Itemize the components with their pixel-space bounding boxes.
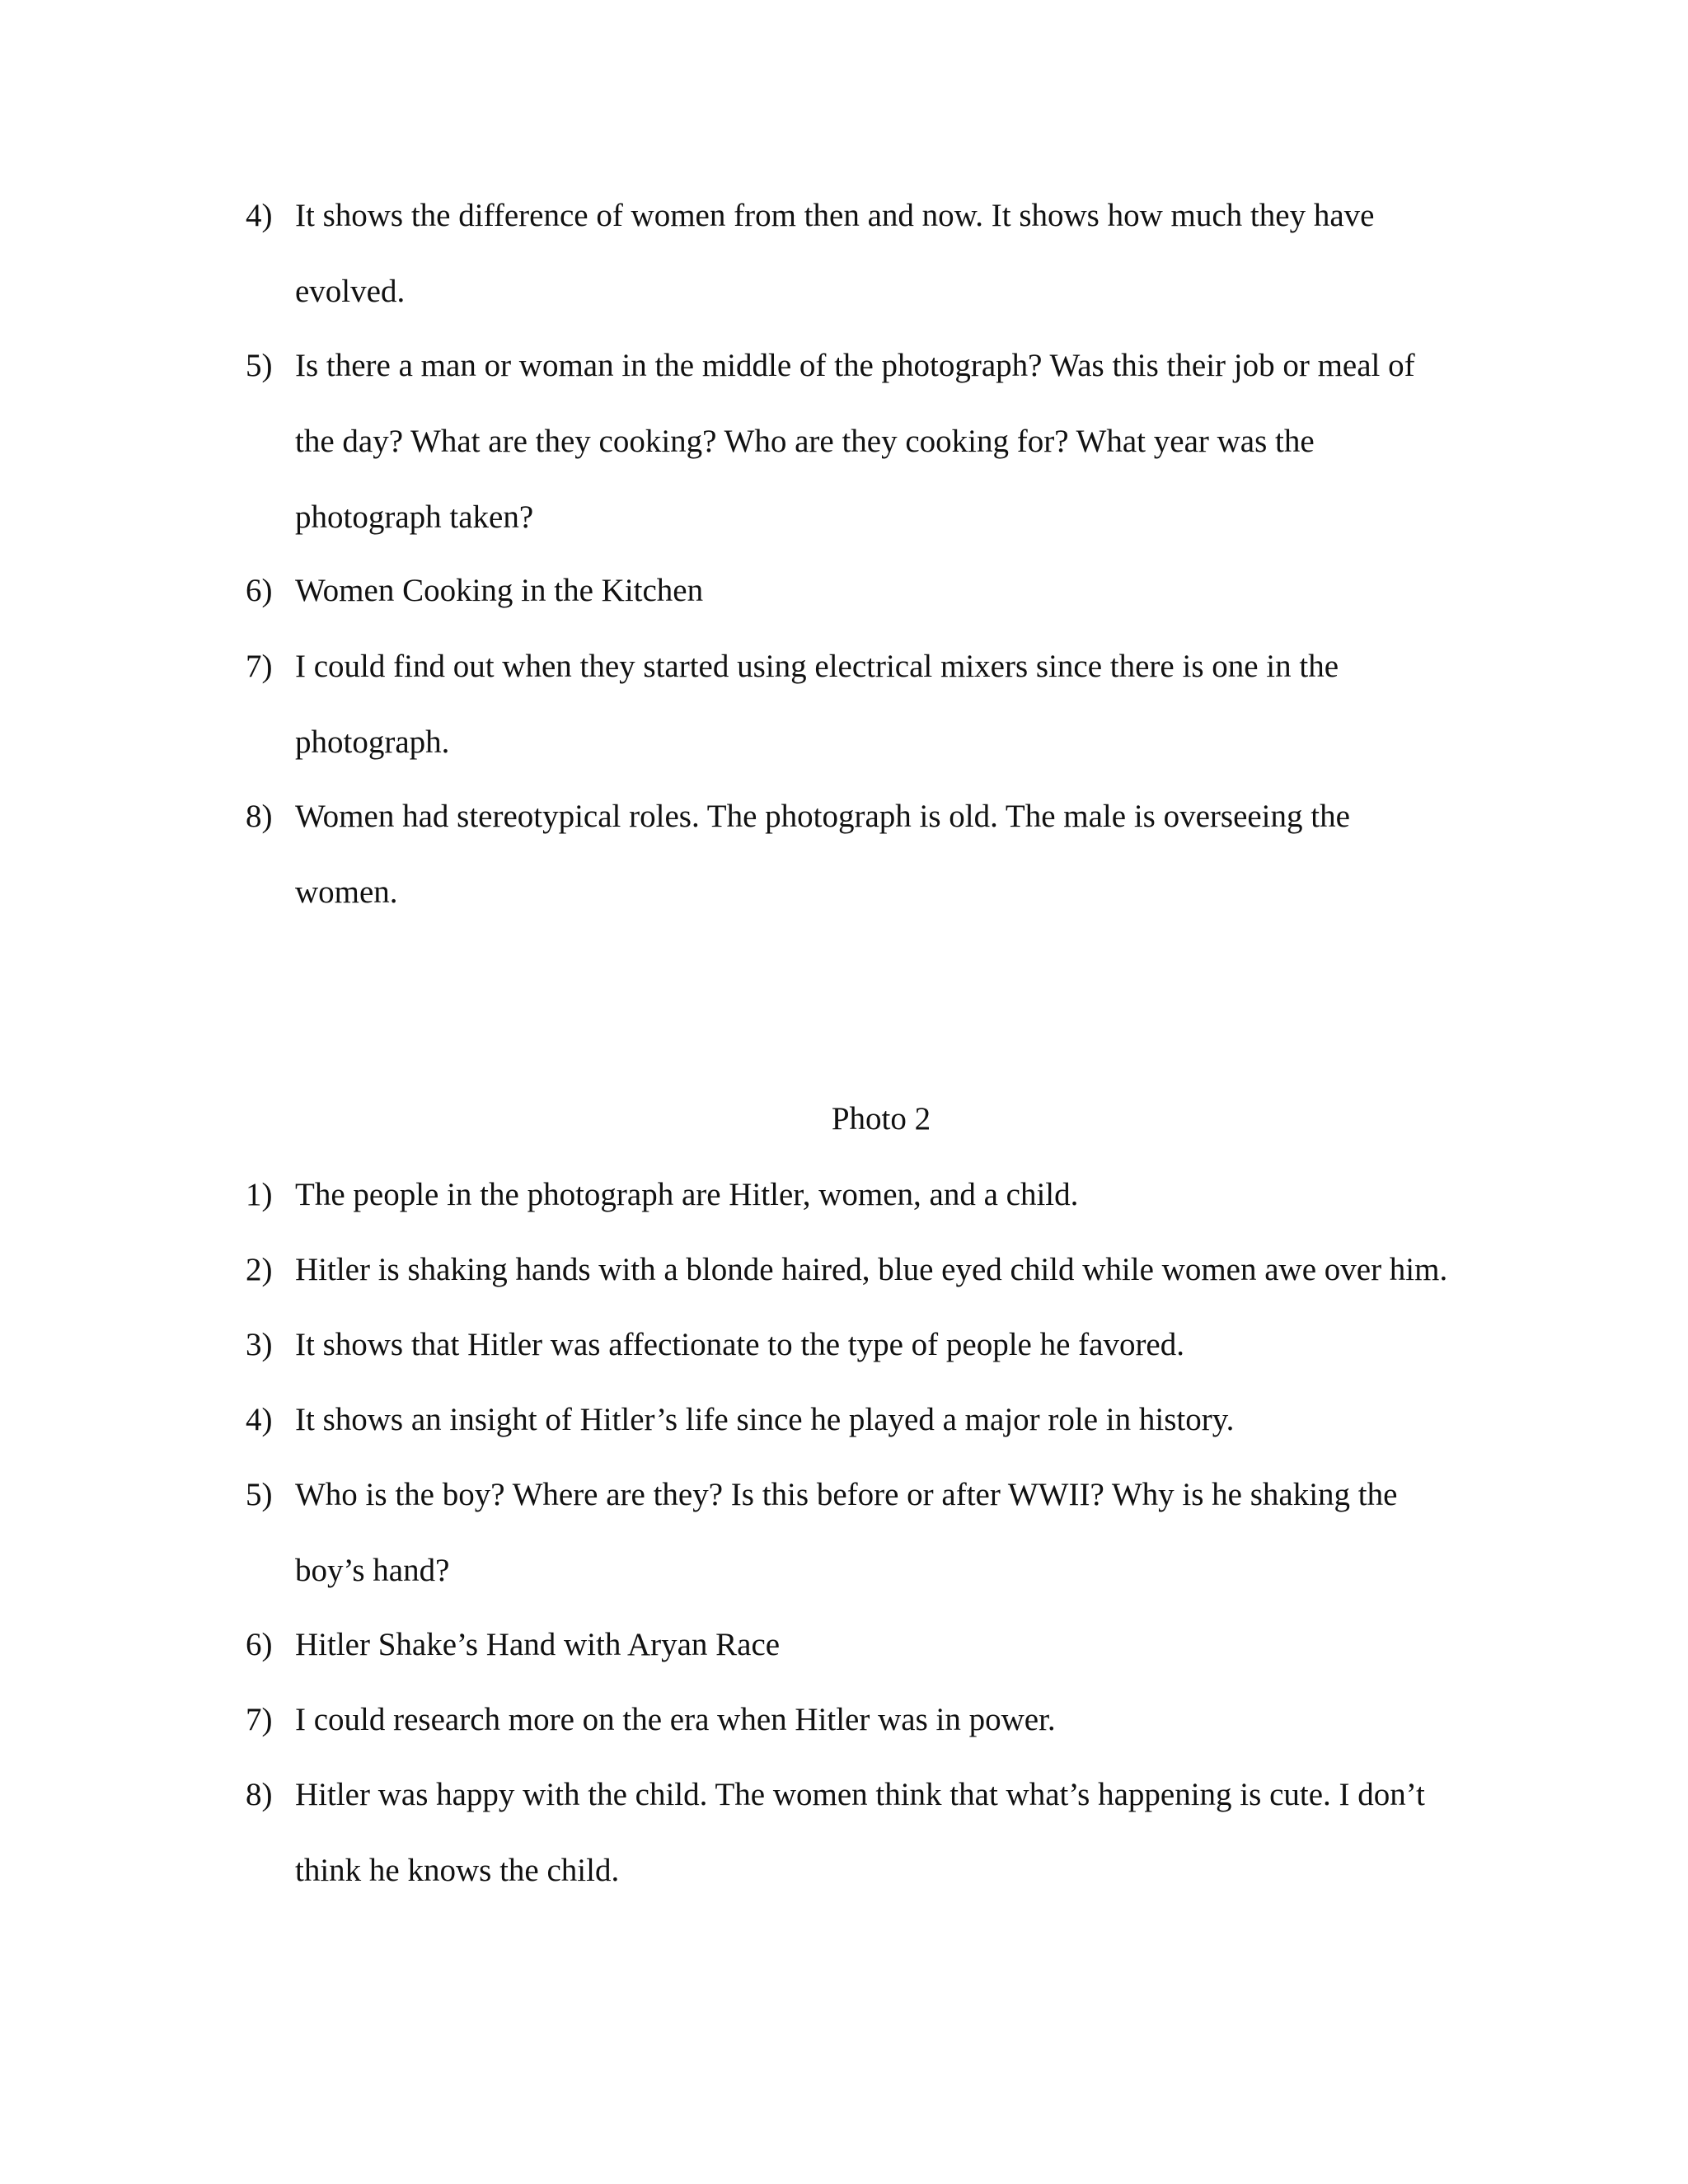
photo2-answer-item-8 <box>246 1757 1482 1909</box>
answer-number: 5) <box>246 348 273 383</box>
answer-number: 6) <box>246 1627 273 1662</box>
answer-text: Women Cooking in the Kitchen <box>295 573 704 608</box>
answer-text: It shows the difference of women from then and now. It shows how much they have evolved. <box>295 198 1375 309</box>
answer-text: Hitler is shaking hands with a blonde haired, blue eyed child while women awe over him. <box>295 1252 1448 1287</box>
answer-text: Is there a man or woman in the middle of the photograph? Was this their job or meal of the day? What are they cooking? Who are they cooking for? What year was the photograph taken? <box>295 348 1415 535</box>
answer-number: 3) <box>246 1327 273 1362</box>
answer-text: The people in the photograph are Hitler, women, and a child. <box>295 1177 1079 1212</box>
answer-number: 1) <box>246 1177 273 1212</box>
answer-number: 5) <box>246 1477 273 1512</box>
photo2-answer-item-4 <box>246 1382 1482 1458</box>
answer-item-6 <box>246 553 1482 629</box>
answer-number: 4) <box>246 198 273 233</box>
answer-number: 7) <box>246 1702 273 1737</box>
answer-number: 6) <box>246 573 273 608</box>
answer-text: It shows an insight of Hitler’s life since he played a major role in history. <box>295 1402 1235 1437</box>
answer-text: Who is the boy? Where are they? Is this before or after WWII? Why is he shaking the boy’s hand? <box>295 1477 1398 1588</box>
answer-text: Hitler Shake’s Hand with Aryan Race <box>295 1627 781 1662</box>
answer-text: Women had stereotypical roles. The photograph is old. The male is overseeing the women. <box>295 799 1350 910</box>
photo2-answer-item-1 <box>246 1157 1482 1233</box>
photo2-answer-item-2 <box>246 1232 1531 1308</box>
answer-item-7 <box>246 629 1482 780</box>
answer-text: Hitler was happy with the child. The women think that what’s happening is cute. I don’t think he knows the child. <box>295 1777 1425 1888</box>
photo2-answer-item-5 <box>246 1457 1482 1609</box>
photo2-answer-item-3 <box>246 1307 1482 1383</box>
answer-text: I could research more on the era when Hitler was in power. <box>295 1702 1056 1737</box>
answer-text: It shows that Hitler was affectionate to the type of people he favored. <box>295 1327 1184 1362</box>
answer-item-8 <box>246 779 1482 930</box>
answer-number: 2) <box>246 1252 273 1287</box>
answer-number: 8) <box>246 1777 273 1812</box>
answer-text: I could find out when they started using electrical mixers since there is one in the photograph. <box>295 649 1339 760</box>
answer-number: 8) <box>246 799 273 834</box>
answer-item-5 <box>246 328 1482 555</box>
answer-number: 4) <box>246 1402 273 1437</box>
photo2-answer-item-7 <box>246 1682 1482 1758</box>
section-heading: Photo 2 <box>831 1101 931 1137</box>
answer-number: 7) <box>246 649 273 684</box>
answer-item-4 <box>246 178 1482 330</box>
photo2-answer-item-6 <box>246 1607 1482 1683</box>
